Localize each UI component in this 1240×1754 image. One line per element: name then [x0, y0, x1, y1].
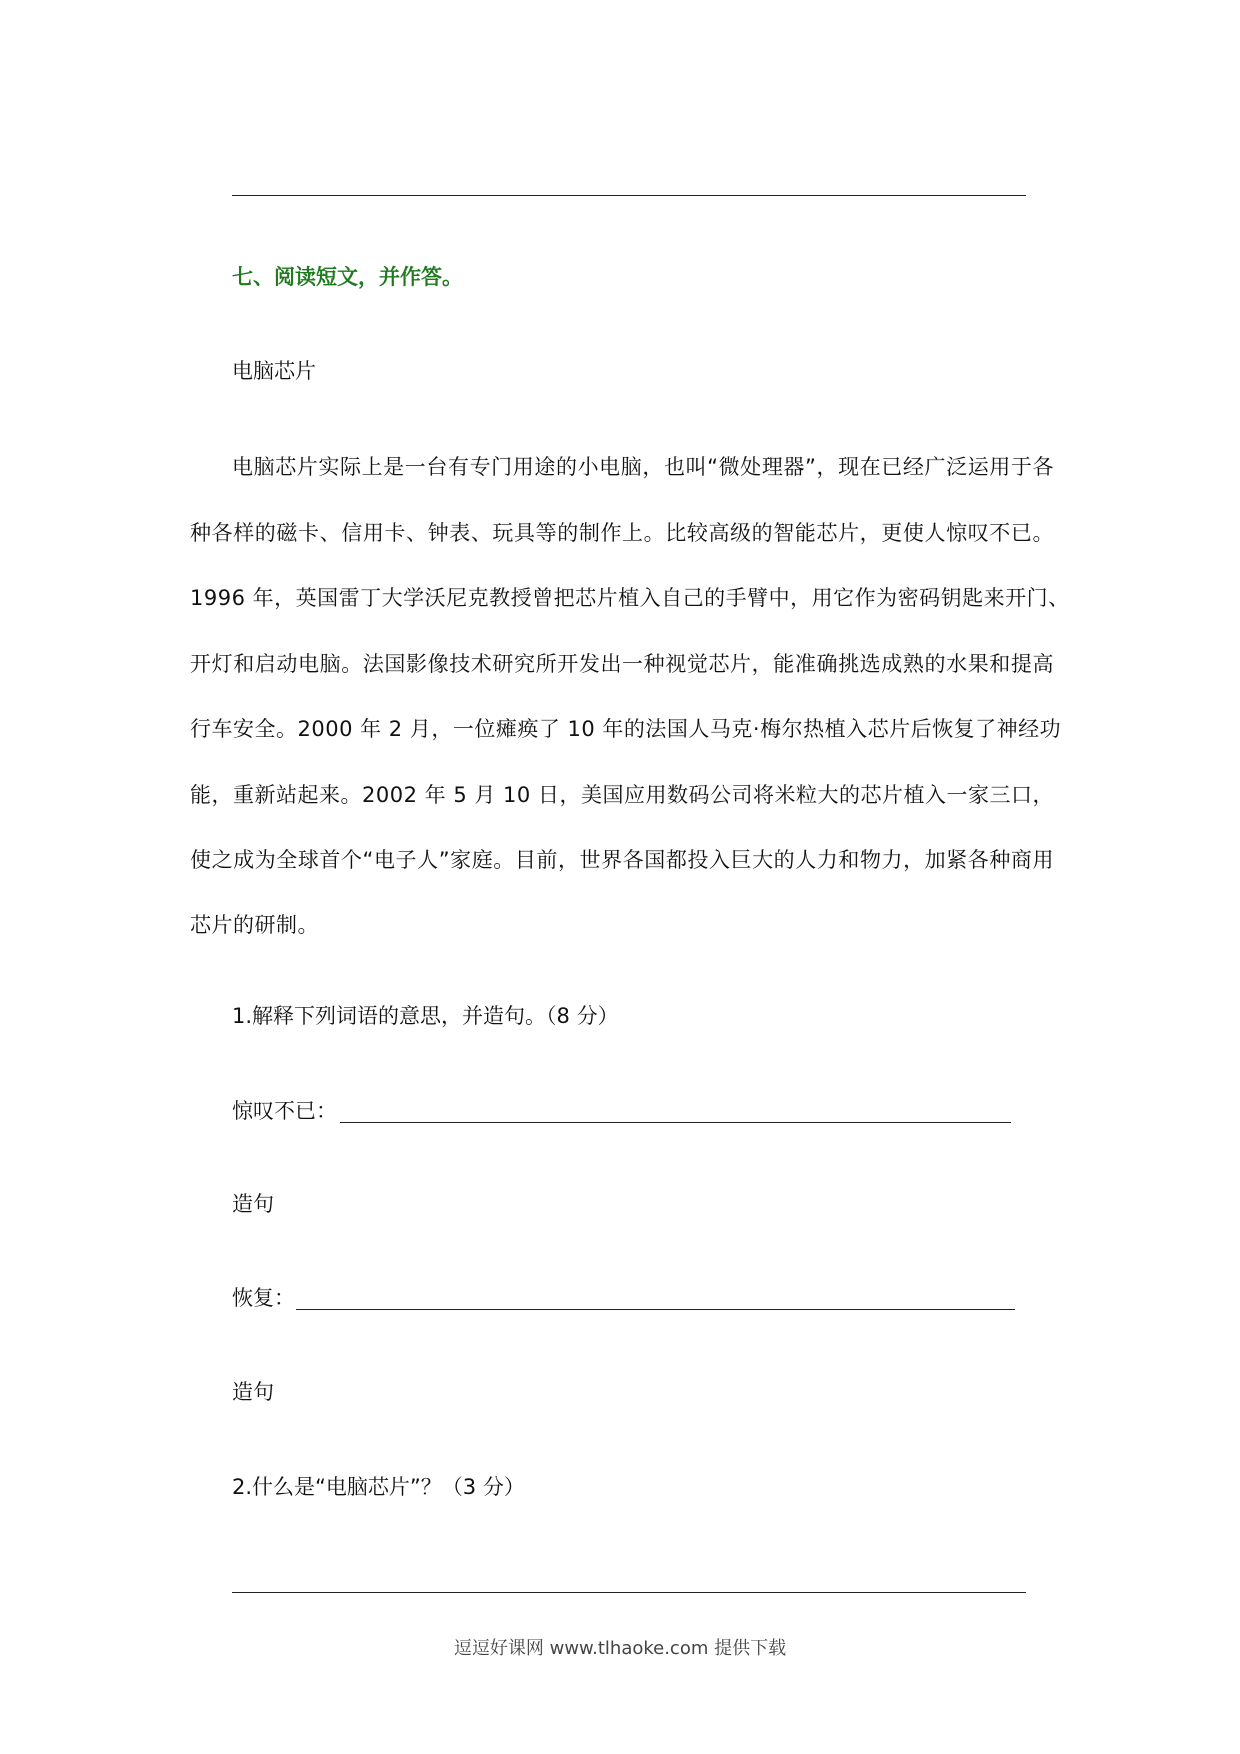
bottom-divider — [232, 1592, 1026, 1593]
top-divider — [232, 195, 1026, 196]
passage-line: 使之成为全球首个“电子人”家庭。目前，世界各国都投入巨大的人力和物力，加紧各种商用 — [190, 848, 1054, 872]
passage-line: 1996 年，英国雷丁大学沃尼克教授曾把芯片植入自己的手臂中，用它作为密码钥匙来开门、 — [190, 586, 1070, 610]
question-1-prompt: 1.解释下列词语的意思，并造句。（8 分） — [232, 1004, 619, 1028]
passage-line: 芯片的研制。 — [190, 913, 319, 937]
passage-line: 能，重新站起来。2002 年 5 月 10 日，美国应用数码公司将米粒大的芯片植入一家三口， — [190, 783, 1054, 807]
passage-line: 种各样的磁卡、信用卡、钟表、玩具等的制作上。比较高级的智能芯片，更使人惊叹不已。 — [190, 521, 1054, 545]
passage-line: 开灯和启动电脑。法国影像技术研究所开发出一种视觉芯片，能准确挑选成熟的水果和提高 — [190, 652, 1054, 676]
passage-line: 行车安全。2000 年 2 月，一位瘫痪了 10 年的法国人马克·梅尔热植入芯片后恢复了神经功 — [190, 717, 1062, 741]
sentence-1-label: 造句 — [232, 1192, 274, 1216]
word-2-label: 恢复： — [232, 1286, 295, 1310]
question-2-prompt: 2.什么是“电脑芯片”？（3 分） — [232, 1475, 525, 1499]
section-heading: 七、阅读短文，并作答。 — [232, 264, 463, 289]
passage-line: 电脑芯片实际上是一台有专门用途的小电脑，也叫“微处理器”，现在已经广泛运用于各 — [232, 455, 1054, 479]
word-2-answer-line[interactable] — [296, 1309, 1015, 1310]
word-1-label: 惊叹不已： — [232, 1099, 337, 1123]
word-1-answer-line[interactable] — [340, 1122, 1011, 1123]
passage-title: 电脑芯片 — [232, 359, 316, 383]
page-footer: 逗逗好课网 www.tlhaoke.com 提供下载 — [453, 1638, 787, 1659]
sentence-2-label: 造句 — [232, 1380, 274, 1404]
